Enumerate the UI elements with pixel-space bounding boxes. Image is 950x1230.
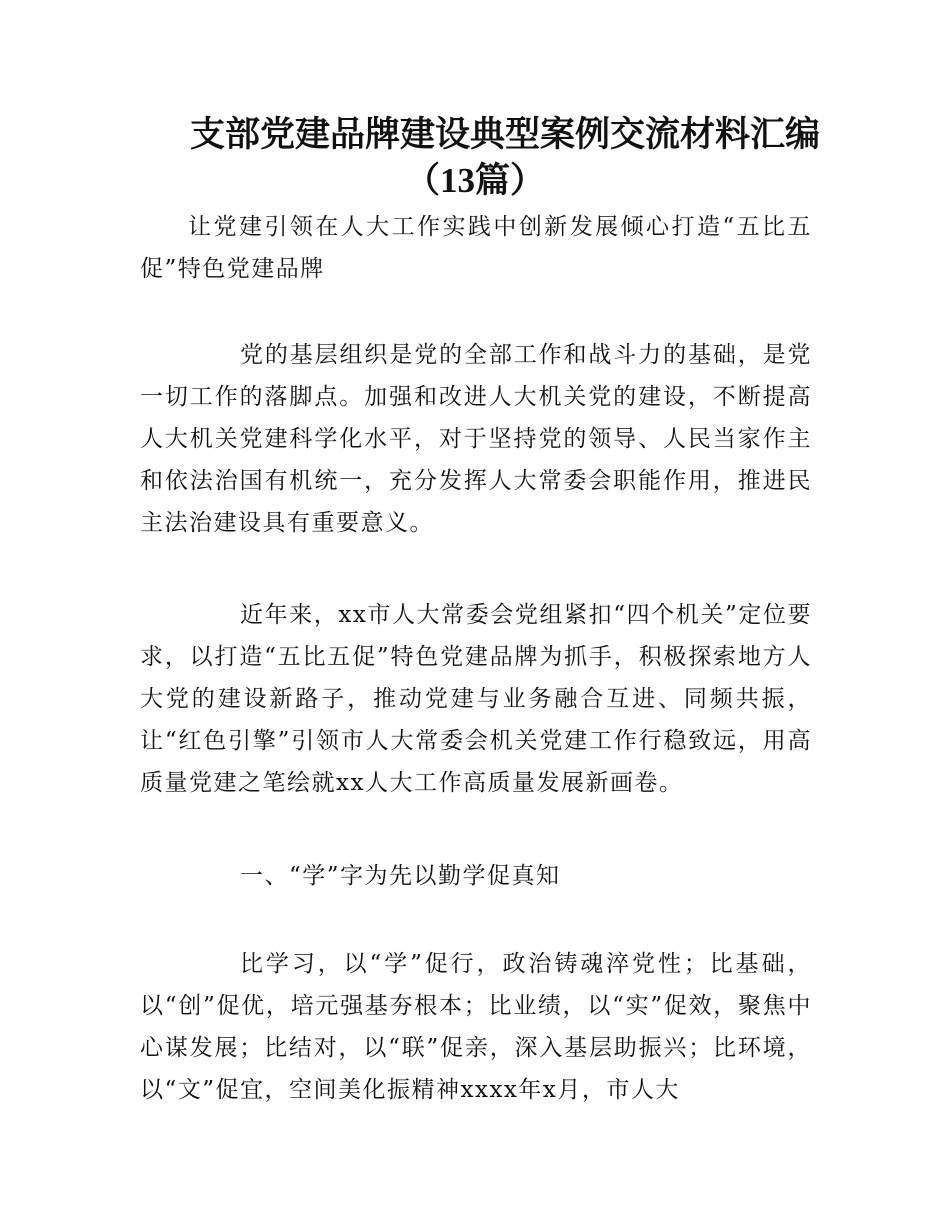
section-paragraph: 比学习，以“学”促行，政治铸魂淬党性；比基础，以“创”促优，培元强基夯根本；比业绩，以“实”促效，聚焦中心谋发展；比结对，以“联”促亲，深入基层助振兴；比环境，以“文”促宜，空间美化振精神xxxx年x月，市人大 [140,951,812,1103]
paragraph-overview: 近年来，xx市人大常委会党组紧扣“四个机关”定位要求，以打造“五比五促”特色党建品牌为抓手，积极探索地方人大党的建设新路子，推动党建与业务融合互进、同频共振，让“红色引擎”引领市人大常委会机关党建工作行稳致远，用高质量党建之笔绘就xx人大工作高质量发展新画卷。 [140,602,812,796]
document-title-line-2: （13篇） [404,161,545,200]
document-title-line-1: 支部党建品牌建设典型案例交流材料汇编 [190,115,821,154]
article-subtitle: 让党建引领在人大工作实践中创新发展倾心打造“五比五促”特色党建品牌 [140,214,812,282]
section-heading: 一、“学”字为先以勤学促真知 [240,863,561,889]
paragraph-intro: 党的基层组织是党的全部工作和战斗力的基础，是党一切工作的落脚点。加强和改进人大机关党的建设，不断提高人大机关党建科学化水平，对于坚持党的领导、人民当家作主和依法治国有机统一，充分发挥人大常委会职能作用，推进民主法治建设具有重要意义。 [140,342,812,536]
